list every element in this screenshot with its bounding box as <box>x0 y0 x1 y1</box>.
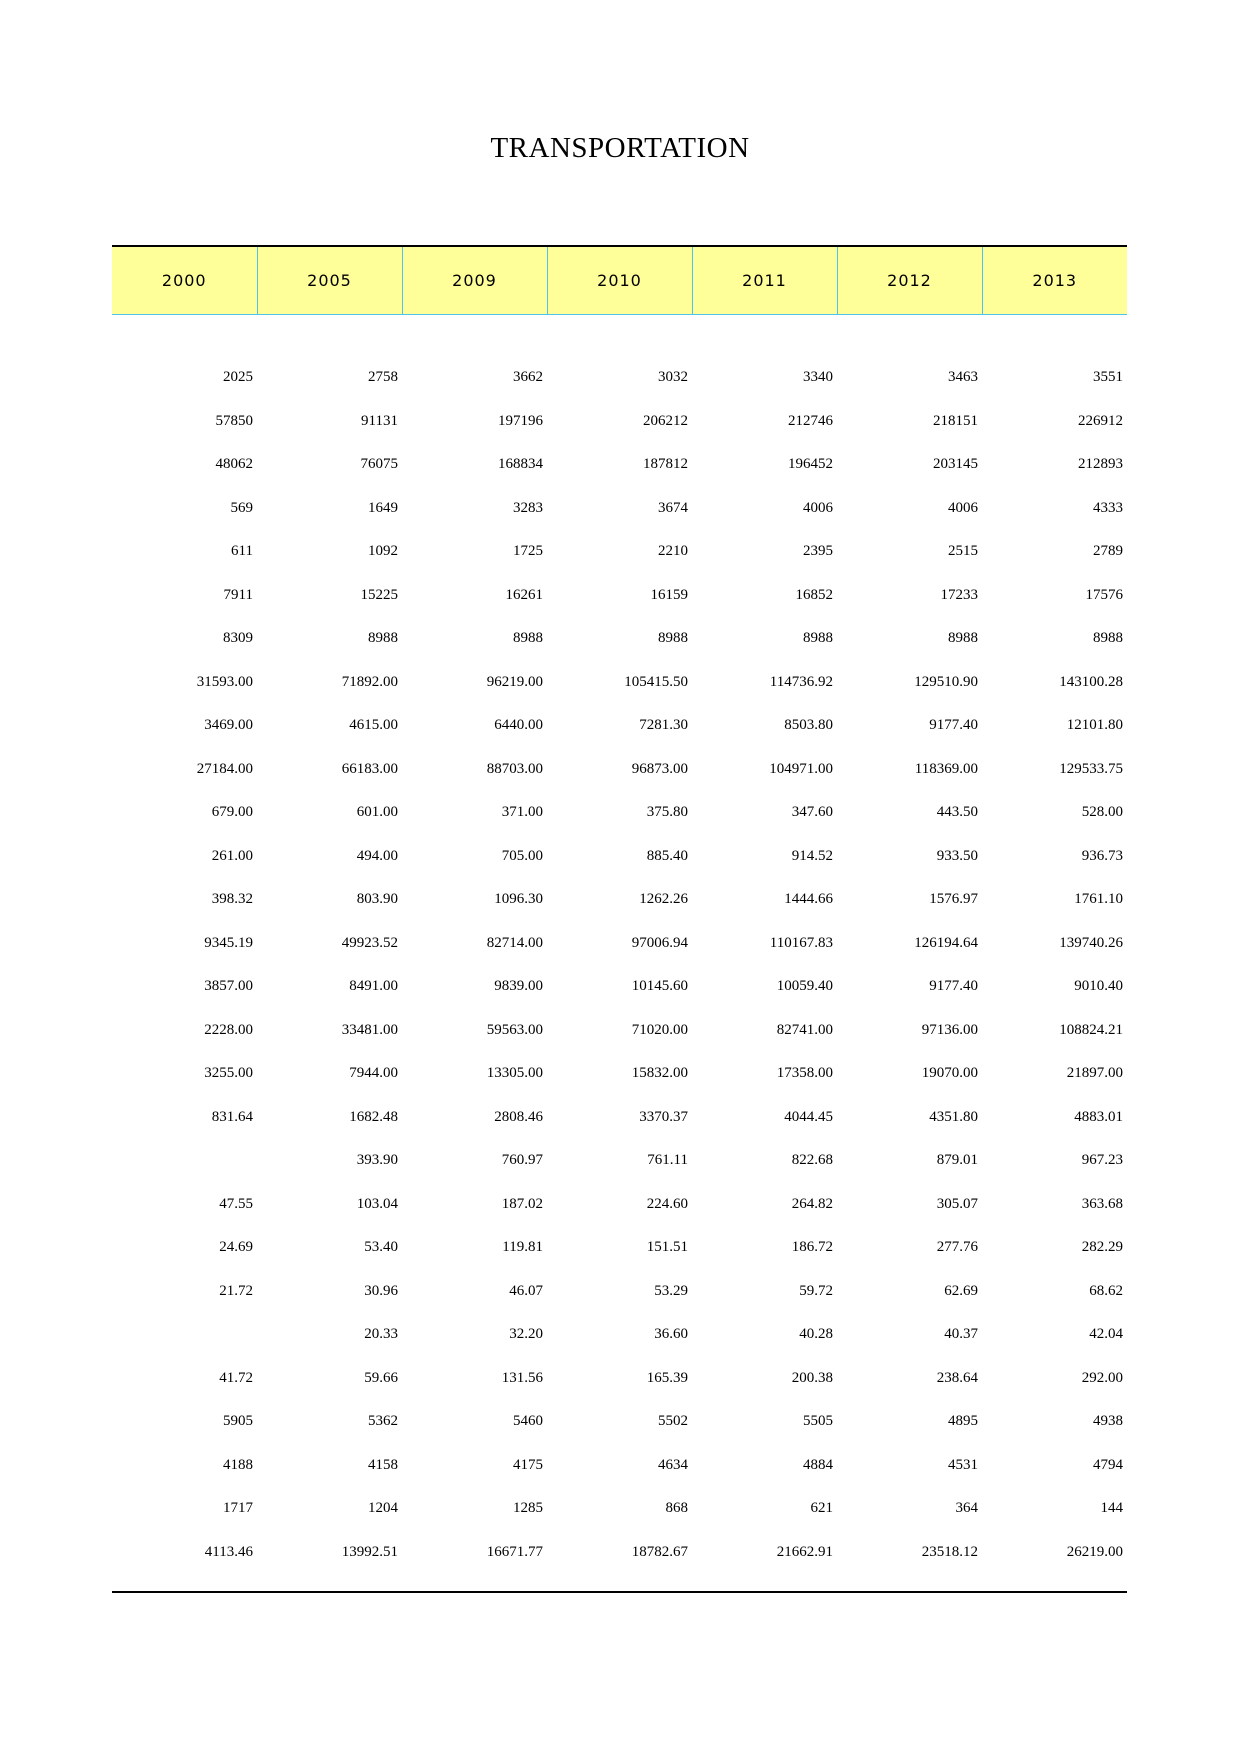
table-cell: 1725 <box>513 543 543 560</box>
table-cell: 186.72 <box>791 1239 833 1256</box>
table-cell: 1576.97 <box>929 891 978 908</box>
table-cell: 24.69 <box>219 1239 253 1256</box>
table-cell: 139740.26 <box>1059 934 1123 951</box>
transportation-table <box>112 245 1127 1574</box>
table-row <box>112 574 1127 618</box>
table-cell: 21897.00 <box>1066 1065 1123 1082</box>
table-cell: 914.52 <box>791 847 833 864</box>
table-cell: 10145.60 <box>631 978 688 995</box>
table-cell: 71020.00 <box>631 1021 688 1038</box>
table-cell: 5905 <box>223 1413 253 1430</box>
table-cell: 10059.40 <box>776 978 833 995</box>
table-cell: 261.00 <box>211 847 253 864</box>
table-cell: 218151 <box>933 412 978 429</box>
table-cell: 2025 <box>223 369 253 386</box>
table-cell: 4938 <box>1093 1413 1123 1430</box>
table-cell: 30.96 <box>364 1282 398 1299</box>
column-header: 2013 <box>982 246 1127 315</box>
table-cell: 3340 <box>803 369 833 386</box>
table-cell: 13305.00 <box>486 1065 543 1082</box>
table-cell: 41.72 <box>219 1369 253 1386</box>
page-title: TRANSPORTATION <box>490 132 750 164</box>
table-cell: 705.00 <box>501 847 543 864</box>
table-cell: 494.00 <box>356 847 398 864</box>
table-cell: 4188 <box>223 1456 253 1473</box>
table-cell: 9010.40 <box>1074 978 1123 995</box>
table-cell: 57850 <box>215 412 253 429</box>
table-cell: 59.66 <box>364 1369 398 1386</box>
table-row <box>112 1531 1127 1575</box>
table-cell: 119.81 <box>502 1239 543 1256</box>
table-cell: 27184.00 <box>196 760 253 777</box>
table-cell: 1444.66 <box>784 891 833 908</box>
table-row <box>112 1226 1127 1270</box>
table-cell: 53.29 <box>654 1282 688 1299</box>
table-cell: 4634 <box>658 1456 688 1473</box>
table-cell: 97136.00 <box>921 1021 978 1038</box>
table-cell: 3551 <box>1093 369 1123 386</box>
table-row <box>112 1357 1127 1401</box>
table-cell: 4175 <box>513 1456 543 1473</box>
table-cell: 277.76 <box>936 1239 978 1256</box>
table-cell: 3032 <box>658 369 688 386</box>
table-cell: 224.60 <box>646 1195 688 1212</box>
table-row <box>112 922 1127 966</box>
table-cell: 129510.90 <box>914 673 978 690</box>
table-cell: 105415.50 <box>624 673 688 690</box>
table-cell: 17358.00 <box>776 1065 833 1082</box>
table-cell: 4006 <box>948 499 978 516</box>
column-header: 2012 <box>837 246 982 315</box>
table-cell: 885.40 <box>646 847 688 864</box>
table-cell: 9177.40 <box>929 717 978 734</box>
table-row <box>112 1009 1127 1053</box>
table-row <box>112 356 1127 400</box>
table-body <box>112 315 1127 1575</box>
table-cell: 4351.80 <box>929 1108 978 1125</box>
table-cell: 197196 <box>498 412 543 429</box>
table-cell: 292.00 <box>1081 1369 1123 1386</box>
table-cell: 40.28 <box>799 1326 833 1343</box>
table-cell: 1204 <box>368 1500 398 1517</box>
table-cell: 17233 <box>940 586 978 603</box>
table-cell: 68.62 <box>1089 1282 1123 1299</box>
table-row <box>112 661 1127 705</box>
table-cell: 126194.64 <box>914 934 978 951</box>
table-cell: 4531 <box>948 1456 978 1473</box>
table-row <box>112 748 1127 792</box>
table-cell: 3857.00 <box>204 978 253 995</box>
table-cell: 21.72 <box>219 1282 253 1299</box>
table-cell: 36.60 <box>654 1326 688 1343</box>
table-cell: 104971.00 <box>769 760 833 777</box>
column-header: 2010 <box>547 246 692 315</box>
column-header: 2009 <box>402 246 547 315</box>
table-cell: 8491.00 <box>349 978 398 995</box>
table-cell: 1682.48 <box>349 1108 398 1125</box>
table-cell: 96873.00 <box>631 760 688 777</box>
table-cell: 1285 <box>513 1500 543 1517</box>
table-row <box>112 878 1127 922</box>
table-row <box>112 487 1127 531</box>
table-cell: 347.60 <box>791 804 833 821</box>
table-cell: 760.97 <box>501 1152 543 1169</box>
table-cell: 144 <box>1100 1500 1123 1517</box>
table-cell: 143100.28 <box>1059 673 1123 690</box>
table-row <box>112 704 1127 748</box>
table-cell: 3370.37 <box>639 1108 688 1125</box>
table-cell: 7281.30 <box>639 717 688 734</box>
table-cell: 212746 <box>788 412 833 429</box>
table-cell: 3255.00 <box>204 1065 253 1082</box>
table-cell: 4044.45 <box>784 1108 833 1125</box>
table-cell: 868 <box>665 1500 688 1517</box>
table-cell: 761.11 <box>647 1152 688 1169</box>
table-cell: 21662.91 <box>776 1543 833 1560</box>
table-cell: 933.50 <box>936 847 978 864</box>
table-cell: 8503.80 <box>784 717 833 734</box>
table-cell: 4333 <box>1093 499 1123 516</box>
table-cell: 17576 <box>1085 586 1123 603</box>
table-cell: 2808.46 <box>494 1108 543 1125</box>
table-cell: 364 <box>955 1500 978 1517</box>
table-cell: 6440.00 <box>494 717 543 734</box>
table-cell: 91131 <box>361 412 398 429</box>
table-cell: 226912 <box>1078 412 1123 429</box>
table-cell: 48062 <box>215 456 253 473</box>
table-cell: 4615.00 <box>349 717 398 734</box>
table-cell: 264.82 <box>791 1195 833 1212</box>
table-cell: 206212 <box>643 412 688 429</box>
table-row <box>112 835 1127 879</box>
table-cell: 42.04 <box>1089 1326 1123 1343</box>
table-cell: 443.50 <box>936 804 978 821</box>
table-row <box>112 1139 1127 1183</box>
table-cell: 4895 <box>948 1413 978 1430</box>
table-cell: 2758 <box>368 369 398 386</box>
table-row <box>112 1096 1127 1140</box>
table-cell: 371.00 <box>501 804 543 821</box>
year-header-row <box>112 246 1127 315</box>
table-cell: 3463 <box>948 369 978 386</box>
table-cell: 103.04 <box>356 1195 398 1212</box>
table-cell: 1649 <box>368 499 398 516</box>
table-row <box>112 1313 1127 1357</box>
table-cell: 23518.12 <box>921 1543 978 1560</box>
header-spacer <box>112 315 1127 357</box>
table-cell: 49923.52 <box>341 934 398 951</box>
table-row <box>112 791 1127 835</box>
table-cell <box>112 1139 257 1183</box>
table-cell: 47.55 <box>219 1195 253 1212</box>
table-row <box>112 1052 1127 1096</box>
table-cell: 879.01 <box>936 1152 978 1169</box>
table-cell: 1761.10 <box>1074 891 1123 908</box>
table-cell: 8988 <box>368 630 398 647</box>
table-cell: 5460 <box>513 1413 543 1430</box>
table-cell: 398.32 <box>211 891 253 908</box>
table-cell: 528.00 <box>1081 804 1123 821</box>
table-cell: 212893 <box>1078 456 1123 473</box>
table-cell: 118369.00 <box>914 760 978 777</box>
table-cell: 53.40 <box>364 1239 398 1256</box>
table-cell: 822.68 <box>791 1152 833 1169</box>
table-cell: 5362 <box>368 1413 398 1430</box>
table-cell: 8988 <box>1093 630 1123 647</box>
table-cell: 46.07 <box>509 1282 543 1299</box>
table-cell: 151.51 <box>646 1239 688 1256</box>
table-cell: 611 <box>231 543 253 560</box>
table-cell: 32.20 <box>509 1326 543 1343</box>
table-cell: 9345.19 <box>204 934 253 951</box>
table-cell: 3283 <box>513 499 543 516</box>
table-cell: 26219.00 <box>1066 1543 1123 1560</box>
table-cell: 9839.00 <box>494 978 543 995</box>
table-cell: 108824.21 <box>1059 1021 1123 1038</box>
table-row <box>112 1183 1127 1227</box>
column-header: 2000 <box>112 246 257 315</box>
table-row <box>112 1270 1127 1314</box>
table-cell: 679.00 <box>211 804 253 821</box>
table-cell: 8309 <box>223 630 253 647</box>
table-cell: 187812 <box>643 456 688 473</box>
table-cell: 3674 <box>658 499 688 516</box>
table-cell: 3662 <box>513 369 543 386</box>
table-row <box>112 965 1127 1009</box>
table-cell: 12101.80 <box>1066 717 1123 734</box>
table-row <box>112 530 1127 574</box>
table-cell: 1717 <box>223 1500 253 1517</box>
table-cell: 33481.00 <box>341 1021 398 1038</box>
table-cell: 8988 <box>803 630 833 647</box>
table-row <box>112 443 1127 487</box>
table-cell: 375.80 <box>646 804 688 821</box>
table-cell: 82714.00 <box>486 934 543 951</box>
table-cell: 5505 <box>803 1413 833 1430</box>
table-cell: 19070.00 <box>921 1065 978 1082</box>
table-cell: 88703.00 <box>486 760 543 777</box>
table-cell: 8988 <box>948 630 978 647</box>
table-cell: 363.68 <box>1081 1195 1123 1212</box>
table-cell: 66183.00 <box>341 760 398 777</box>
table-cell: 187.02 <box>501 1195 543 1212</box>
table-cell: 2789 <box>1093 543 1123 560</box>
table-cell: 16261 <box>505 586 543 603</box>
table-cell: 110167.83 <box>769 934 833 951</box>
table-cell: 59.72 <box>799 1282 833 1299</box>
table-cell: 76075 <box>360 456 398 473</box>
table-cell: 831.64 <box>211 1108 253 1125</box>
table-cell: 282.29 <box>1081 1239 1123 1256</box>
table-cell: 15225 <box>360 586 398 603</box>
table-cell: 96219.00 <box>486 673 543 690</box>
table-cell <box>112 1313 257 1357</box>
table-cell: 97006.94 <box>631 934 688 951</box>
table-cell: 569 <box>230 499 253 516</box>
table-cell: 8988 <box>658 630 688 647</box>
table-cell: 4883.01 <box>1074 1108 1123 1125</box>
table-cell: 114736.92 <box>769 673 833 690</box>
table-cell: 203145 <box>933 456 978 473</box>
table-cell: 2395 <box>803 543 833 560</box>
table-cell: 16671.77 <box>486 1543 543 1560</box>
bottom-rule <box>112 1591 1127 1593</box>
table-cell: 4006 <box>803 499 833 516</box>
table-cell: 16852 <box>795 586 833 603</box>
table-cell: 2210 <box>658 543 688 560</box>
table-cell: 1096.30 <box>494 891 543 908</box>
table-row <box>112 400 1127 444</box>
table-cell: 7944.00 <box>349 1065 398 1082</box>
table-cell: 165.39 <box>646 1369 688 1386</box>
table-cell: 601.00 <box>356 804 398 821</box>
table-cell: 168834 <box>498 456 543 473</box>
table-cell: 129533.75 <box>1059 760 1123 777</box>
table-cell: 20.33 <box>364 1326 398 1343</box>
table-cell: 8988 <box>513 630 543 647</box>
table-cell: 621 <box>810 1500 833 1517</box>
table-cell: 2228.00 <box>204 1021 253 1038</box>
table-row <box>112 1444 1127 1488</box>
table-cell: 31593.00 <box>196 673 253 690</box>
table-cell: 9177.40 <box>929 978 978 995</box>
table-cell: 196452 <box>788 456 833 473</box>
table-cell: 4794 <box>1093 1456 1123 1473</box>
table-cell: 7911 <box>223 586 253 603</box>
table-cell: 71892.00 <box>341 673 398 690</box>
table-cell: 803.90 <box>356 891 398 908</box>
table-cell: 59563.00 <box>486 1021 543 1038</box>
table-row <box>112 1487 1127 1531</box>
table-cell: 4884 <box>803 1456 833 1473</box>
table-cell: 936.73 <box>1081 847 1123 864</box>
table-cell: 2515 <box>948 543 978 560</box>
table-cell: 62.69 <box>944 1282 978 1299</box>
table-cell: 18782.67 <box>631 1543 688 1560</box>
table-cell: 393.90 <box>356 1152 398 1169</box>
table-cell: 5502 <box>658 1413 688 1430</box>
table-cell: 131.56 <box>501 1369 543 1386</box>
table-cell: 4158 <box>368 1456 398 1473</box>
table-row <box>112 1400 1127 1444</box>
table-cell: 40.37 <box>944 1326 978 1343</box>
column-header: 2005 <box>257 246 402 315</box>
table-cell: 238.64 <box>936 1369 978 1386</box>
table-cell: 16159 <box>650 586 688 603</box>
table-cell: 13992.51 <box>341 1543 398 1560</box>
table-cell: 967.23 <box>1081 1152 1123 1169</box>
table-cell: 200.38 <box>791 1369 833 1386</box>
table-cell: 1092 <box>368 543 398 560</box>
table-cell: 1262.26 <box>639 891 688 908</box>
table-cell: 3469.00 <box>204 717 253 734</box>
table-cell: 82741.00 <box>776 1021 833 1038</box>
table-cell: 305.07 <box>936 1195 978 1212</box>
column-header: 2011 <box>692 246 837 315</box>
table-row <box>112 617 1127 661</box>
table-cell: 4113.46 <box>204 1543 253 1560</box>
table-cell: 15832.00 <box>631 1065 688 1082</box>
